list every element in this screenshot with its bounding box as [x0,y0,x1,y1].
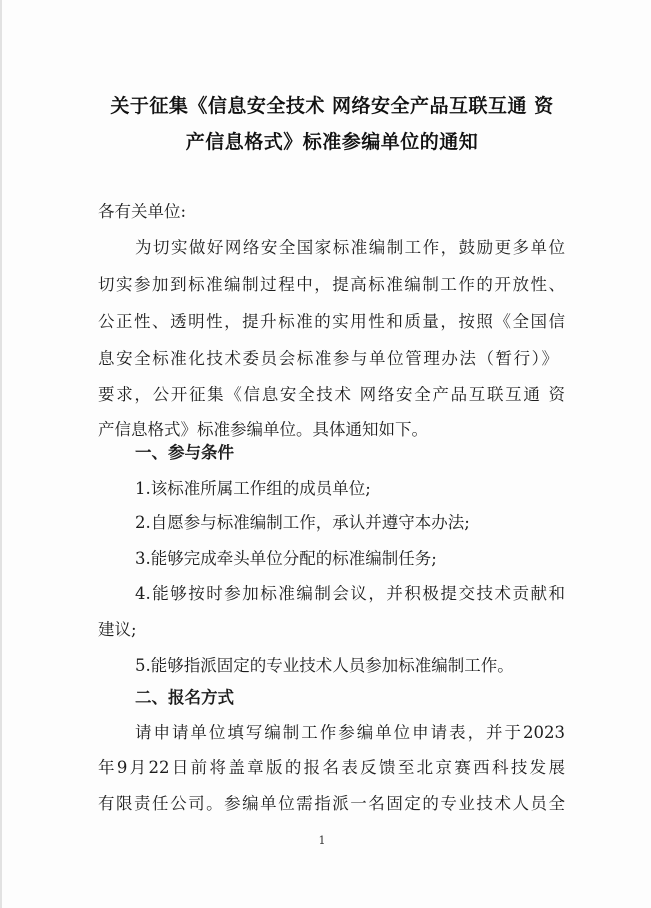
section-heading-conditions: 一、参与条件 [135,443,234,462]
registration-line-2: 年9月22日前将盖章版的报名表反馈至北京赛西科技发展 [98,758,565,777]
intro-line-6: 产信息格式》标准参编单位。具体通知如下。 [98,420,428,439]
intro-line-4: 息安全标准化技术委员会标准参与单位管理办法（暂行）》 [98,349,558,368]
intro-line-1: 为切实做好网络安全国家标准编制工作，鼓励更多单位 [135,238,565,257]
section-heading-registration: 二、报名方式 [135,688,234,707]
registration-line-3: 有限责任公司。参编单位需指派一名固定的专业技术人员全 [98,794,565,813]
intro-line-5: 要求，公开征集《信息安全技术 网络安全产品互联互通 资 [98,385,565,404]
title-line-2: 产信息格式》标准参编单位的通知 [185,131,479,153]
condition-item-1: 1.该标准所属工作组的成员单位; [135,479,371,498]
condition-item-4-cont: 建议; [98,620,137,639]
document-title [82,88,582,160]
page-number: 1 [318,834,326,847]
condition-item-3: 3.能够完成牵头单位分配的标准编制任务; [135,549,437,568]
registration-line-1: 请申请单位填写编制工作参编单位申请表，并于2023 [135,723,565,742]
intro-line-2: 切实参加到标准编制过程中，提高标准编制工作的开放性、 [98,275,565,294]
condition-item-5: 5.能够指派固定的专业技术人员参加标准编制工作。 [135,656,514,675]
title-line-1: 关于征集《信息安全技术 网络安全产品互联互通 资 [110,95,554,117]
condition-item-4: 4.能够按时参加标准编制会议，并积极提交技术贡献和 [135,584,565,603]
salutation: 各有关单位: [98,202,187,221]
condition-item-2: 2.自愿参与标准编制工作，承认并遵守本办法; [135,513,470,532]
intro-line-3: 公正性、透明性，提升标准的实用性和质量，按照《全国信 [98,312,565,331]
